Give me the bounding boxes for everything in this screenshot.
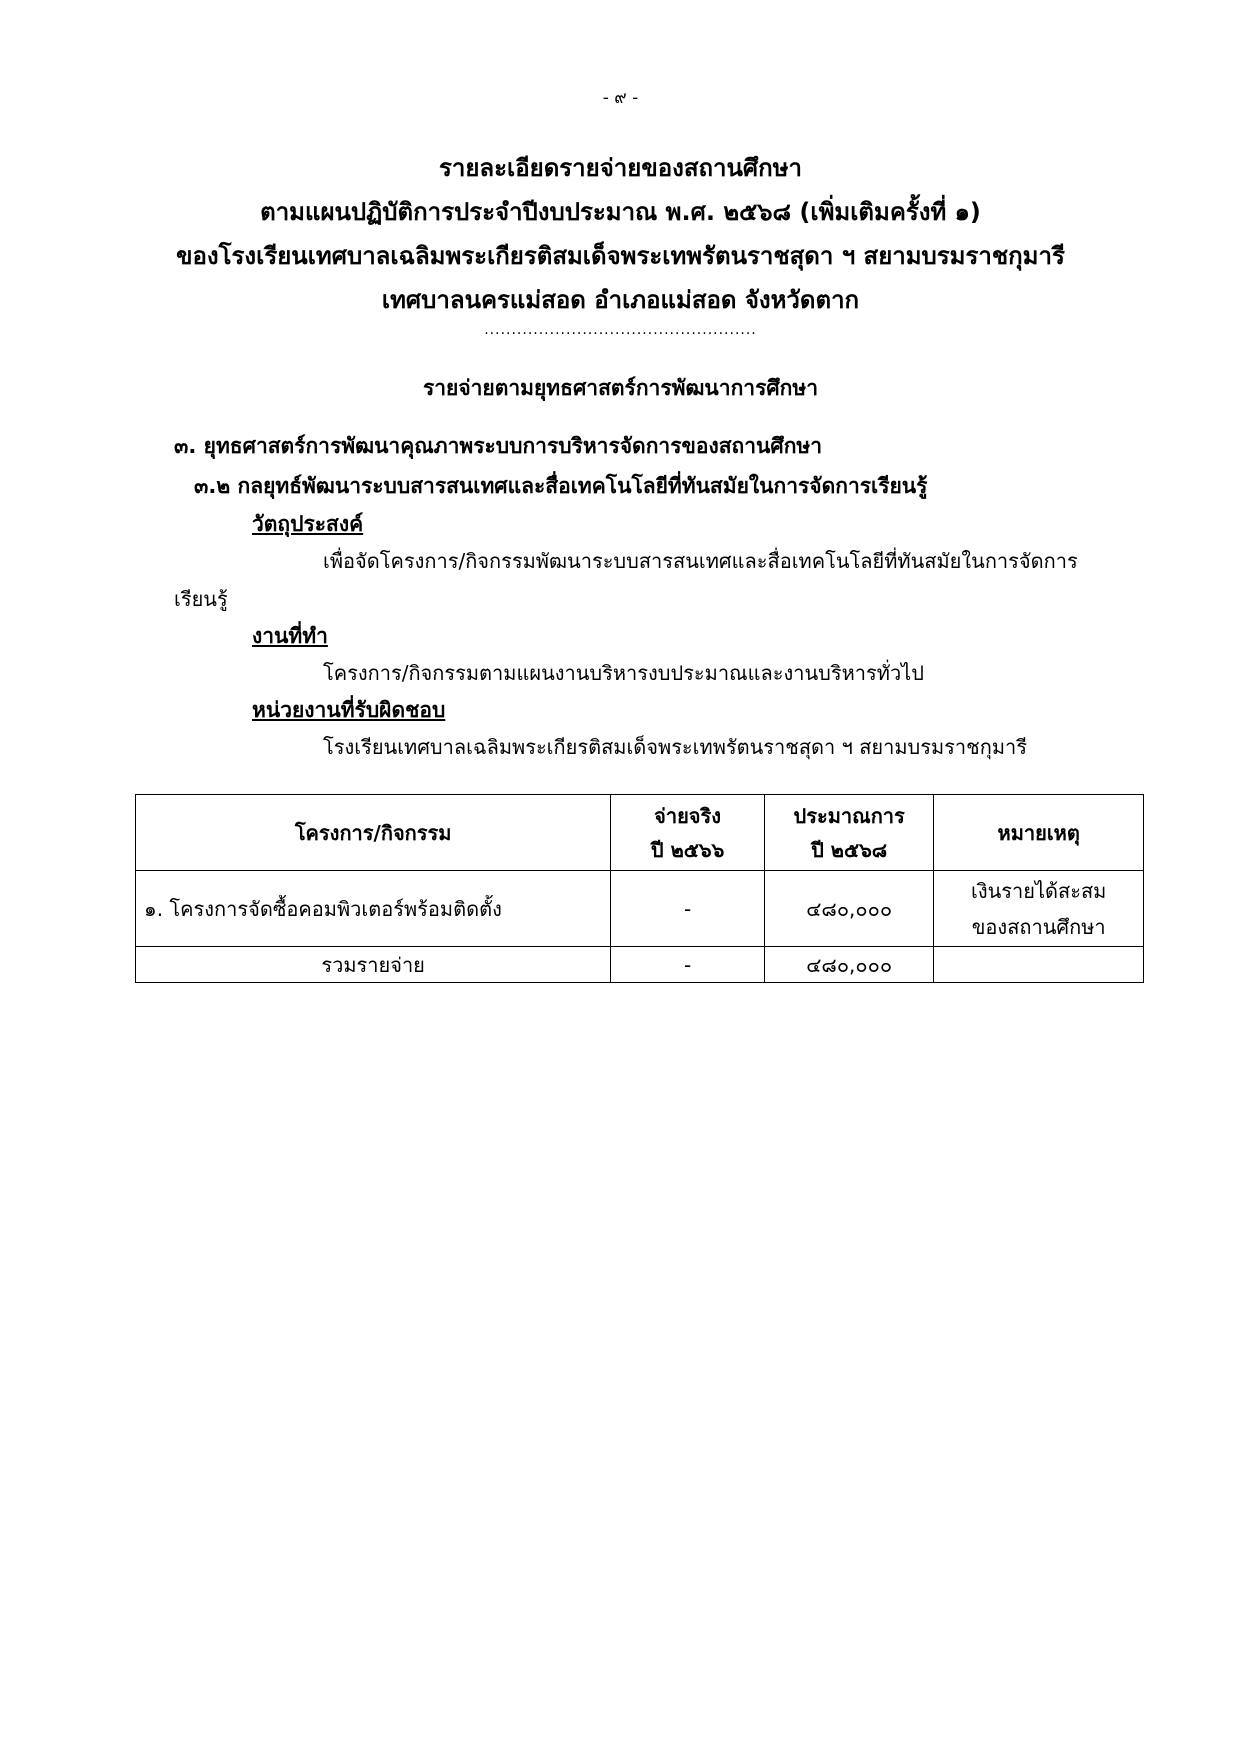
separator: .................................................. [484, 322, 757, 338]
title-line-1: รายละเอียดรายจ่ายของสถานศึกษา [439, 154, 802, 182]
row-remark-line2: ของสถานศึกษา [971, 914, 1106, 939]
row-project: ๑. โครงการจัดซื้อคอมพิวเตอร์พร้อมติดตั้ง [136, 871, 611, 947]
total-estimate: ๔๘๐,๐๐๐ [764, 947, 933, 983]
header-actual-line2: ปี ๒๕๖๖ [650, 837, 725, 862]
section-title: รายจ่ายตามยุทธศาสตร์การพัฒนาการศึกษา [422, 376, 819, 400]
table-row [136, 871, 1144, 947]
table-total-row [136, 947, 1144, 983]
work-text: โครงการ/กิจกรรมตามแผนงานบริหารงบประมาณและงานบริหารทั่วไป [323, 661, 924, 685]
row-estimate: ๔๘๐,๐๐๐ [764, 871, 933, 947]
budget-table [135, 794, 1144, 983]
header-remark: หมายเหตุ [934, 795, 1144, 871]
row-remark [934, 871, 1144, 947]
responsible-heading: หน่วยงานที่รับผิดชอบ [252, 698, 446, 722]
page-number: - ๙ - [602, 88, 639, 108]
header-actual [611, 795, 765, 871]
objective-text-line1: เพื่อจัดโครงการ/กิจกรรมพัฒนาระบบสารสนเทศและสื่อเทคโนโลยีที่ทันสมัยในการจัดการ [323, 549, 1078, 573]
header-actual-line1: จ่ายจริง [654, 803, 722, 828]
sub-strategy-heading: ๓.๒ กลยุทธ์พัฒนาระบบสารสนเทศและสื่อเทคโนโลยีที่ทันสมัยในการจัดการเรียนรู้ [194, 474, 928, 498]
header-estimate-line2: ปี ๒๕๖๘ [811, 837, 888, 862]
row-remark-line1: เงินรายได้สะสม [971, 878, 1107, 903]
total-actual: - [611, 947, 765, 983]
title-line-3: ของโรงเรียนเทศบาลเฉลิมพระเกียรติสมเด็จพระเทพรัตนราชสุดา ฯ สยามบรมราชกุมารี [176, 242, 1065, 270]
header-estimate-line1: ประมาณการ [793, 803, 905, 828]
header-project: โครงการ/กิจกรรม [136, 795, 611, 871]
objective-heading: วัตถุประสงค์ [252, 512, 364, 536]
title-line-2: ตามแผนปฏิบัติการประจำปีงบประมาณ พ.ศ. ๒๕๖๘ (เพิ่มเติมครั้งที่ ๑) [260, 198, 981, 226]
header-estimate [764, 795, 933, 871]
work-heading: งานที่ทำ [252, 624, 328, 648]
total-remark [934, 947, 1144, 983]
title-line-4: เทศบาลนครแม่สอด อำเภอแม่สอด จังหวัดตาก [381, 286, 860, 314]
table-header-row [136, 795, 1144, 871]
row-actual: - [611, 871, 765, 947]
objective-text-line2: เรียนรู้ [174, 587, 228, 611]
total-label: รวมรายจ่าย [136, 947, 611, 983]
responsible-text: โรงเรียนเทศบาลเฉลิมพระเกียรติสมเด็จพระเทพรัตนราชสุดา ฯ สยามบรมราชกุมารี [323, 735, 1027, 759]
strategy-heading: ๓. ยุทธศาสตร์การพัฒนาคุณภาพระบบการบริหารจัดการของสถานศึกษา [174, 434, 823, 458]
